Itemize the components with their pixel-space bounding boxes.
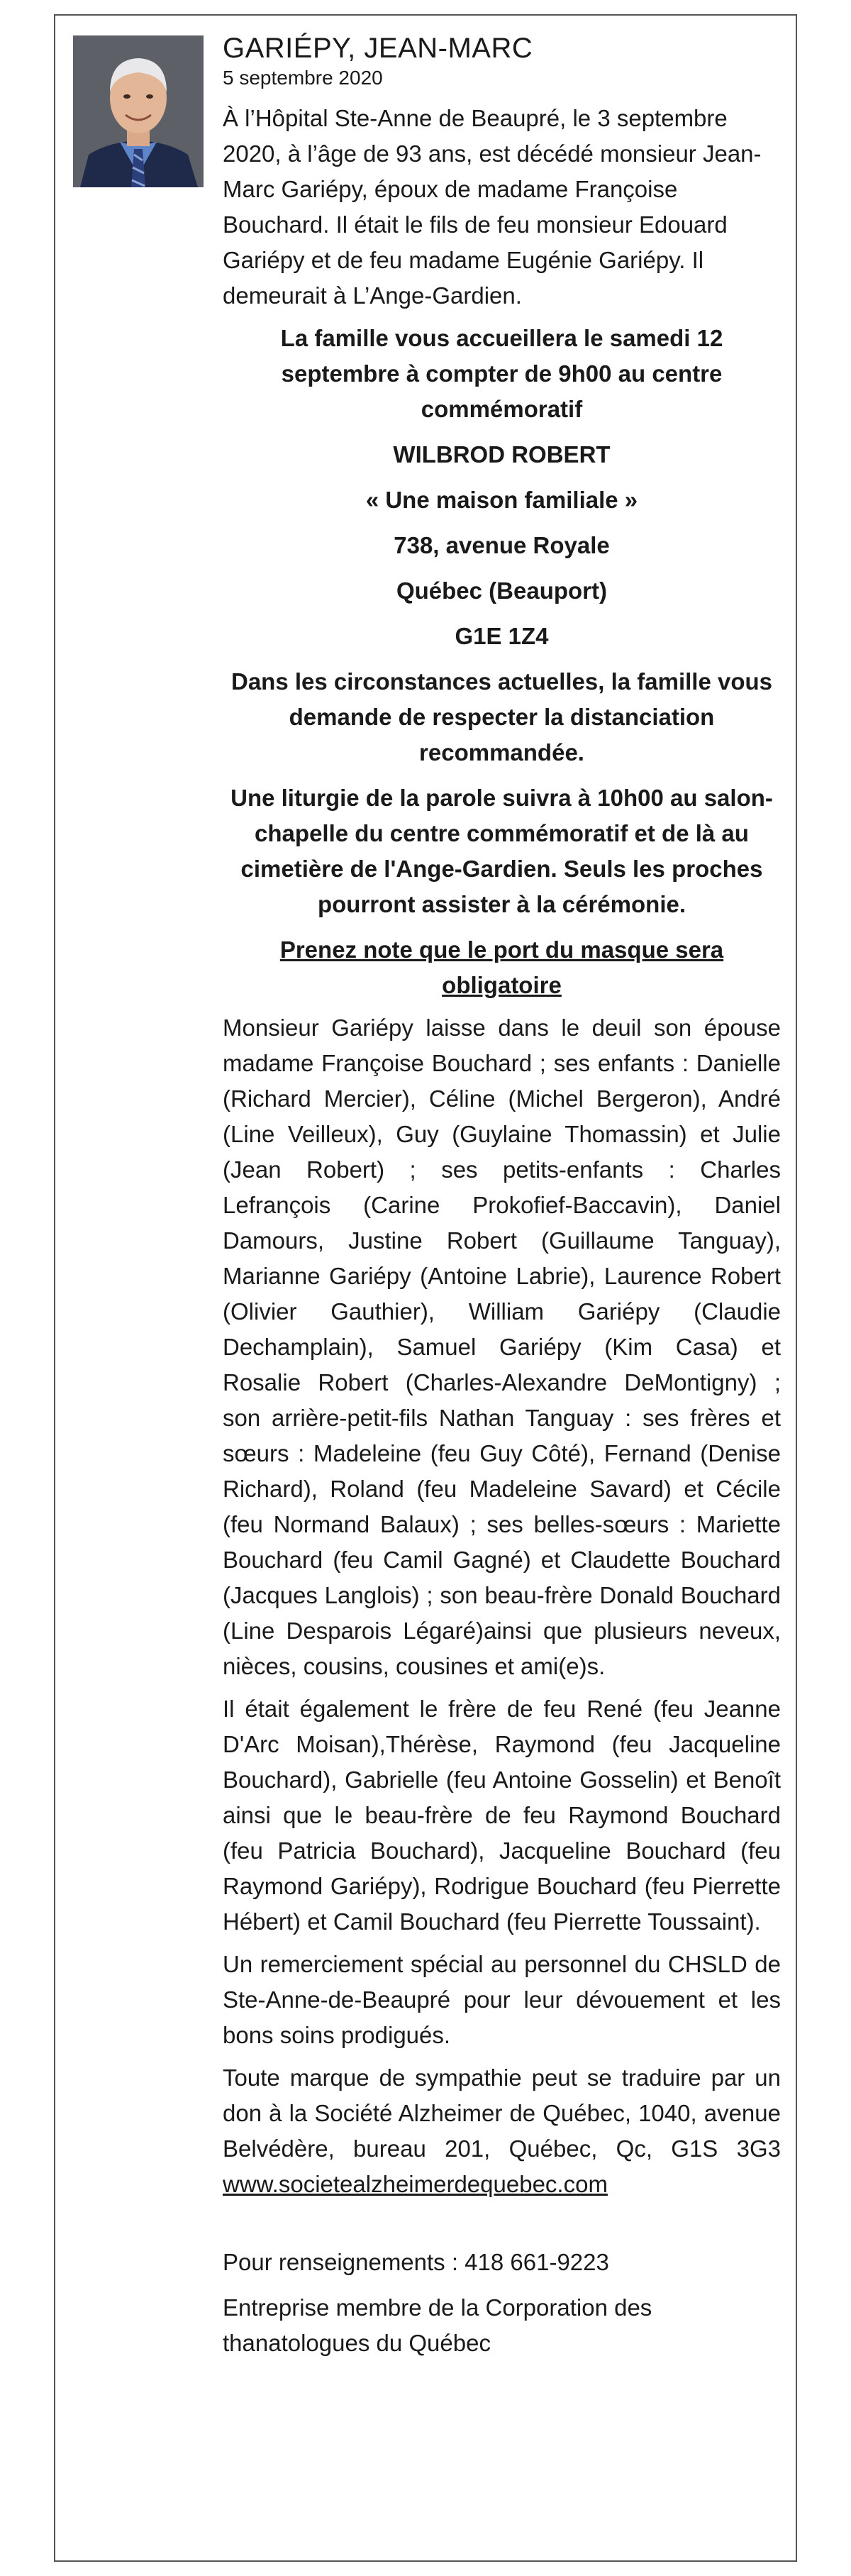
funeral-home-street: 738, avenue Royale xyxy=(394,532,610,558)
funeral-home-postal-code: G1E 1Z4 xyxy=(455,623,549,649)
donation-paragraph xyxy=(223,2060,781,2202)
intro-paragraph: À l’Hôpital Ste-Anne de Beaupré, le 3 septembre 2020, à l’âge de 93 ans, est décédé monsieur Jean-Marc Gariépy, époux de madame Françoise Bouchard. Il était le fils de feu monsieur Edouard Gariépy et de feu madame Eugénie Gariépy. Il demeurait à L’Ange-Gardien. xyxy=(223,105,762,309)
siblings-paragraph: Il était également le frère de feu René (feu Jeanne D'Arc Moisan),Thérèse, Raymond (feu Jacqueline Bouchard), Gabrielle (feu Antoine Gosselin) et Benoît ainsi que le beau-frère de feu Raymond Bouchard (feu Patricia Bouchard), Jacqueline Bouchard (feu Raymond Gariépy), Rodrigue Bouchard (feu Pierrette Hébert) et Camil Bouchard (feu Pierrette Toussaint). xyxy=(223,1696,781,1935)
thanks-paragraph: Un remerciement spécial au personnel du CHSLD de Ste-Anne-de-Beaupré pour leur dévouement et les bons soins prodigués. xyxy=(223,1951,781,2048)
donation-link[interactable]: www.societealzheimerdequebec.com xyxy=(223,2171,608,2197)
funeral-home-city: Québec (Beauport) xyxy=(396,577,608,604)
family-paragraph: Monsieur Gariépy laisse dans le deuil son épouse madame Françoise Bouchard ; ses enfants : Danielle (Richard Mercier), Céline (Michel Bergeron), André (Line Veilleux), Guy (Guylaine Thomassin) et Julie (Jean Robert) ; ses petits-enfants : Charles Lefrançois (Carine Prokofief-Baccavin), Daniel Damours, Justine Robert (Guillaume Tanguay), Marianne Gariépy (Antoine Labrie), Laurence Robert (Olivier Gauthier), William Gariépy (Claudie Dechamplain), Samuel Gariépy (Kim Casa) et Rosalie Robert (Charles-Alexandre DeMontigny) ; son arrière-petit-fils Nathan Tanguay : ses frères et sœurs : Madeleine (feu Guy Côté), Fernand (Denise Richard), Roland (feu Madeleine Savard) et Cécile (feu Normand Balaux) ; ses belles-sœurs : Mariette Bouchard (feu Camil Gagné) et Claudette Bouchard (Jacques Langlois) ; son beau-frère Donald Bouchard (Line Desparois Légaré)ainsi que plusieurs neveux, nièces, cousins, cousines et ami(e)s. xyxy=(223,1015,781,1679)
publication-date: 5 septembre 2020 xyxy=(223,67,383,89)
portrait-illustration xyxy=(73,35,204,187)
obituary-content xyxy=(223,31,781,2361)
membership-line: Entreprise membre de la Corporation des thanatologues du Québec xyxy=(223,2294,652,2356)
donation-text: Toute marque de sympathie peut se traduire par un don à la Société Alzheimer de Québec, 1040, avenue Belvédère, bureau 201, Québec, Qc, G1S 3G3 xyxy=(223,2064,781,2162)
distancing-notice: Dans les circonstances actuelles, la famille vous demande de respecter la distanciation recommandée. xyxy=(230,668,773,765)
info-line: Pour renseignements : 418 661-9223 xyxy=(223,2249,609,2275)
mask-notice: Prenez note que le port du masque sera obligatoire xyxy=(279,936,724,998)
liturgy-notice: Une liturgie de la parole suivra à 10h00 au salon-chapelle du centre commémoratif et de là au cimetière de l'Ange-Gardien. Seuls les proches pourront assister à la cérémonie. xyxy=(230,785,773,917)
visitation-notice: La famille vous accueillera le samedi 12 septembre à compter de 9h00 au centre commémoratif xyxy=(280,325,723,422)
portrait-photo xyxy=(73,35,204,187)
funeral-home-name: WILBROD ROBERT xyxy=(393,441,611,468)
funeral-home-slogan: « Une maison familiale » xyxy=(365,487,638,513)
deceased-name: GARIÉPY, JEAN-MARC xyxy=(223,33,533,64)
